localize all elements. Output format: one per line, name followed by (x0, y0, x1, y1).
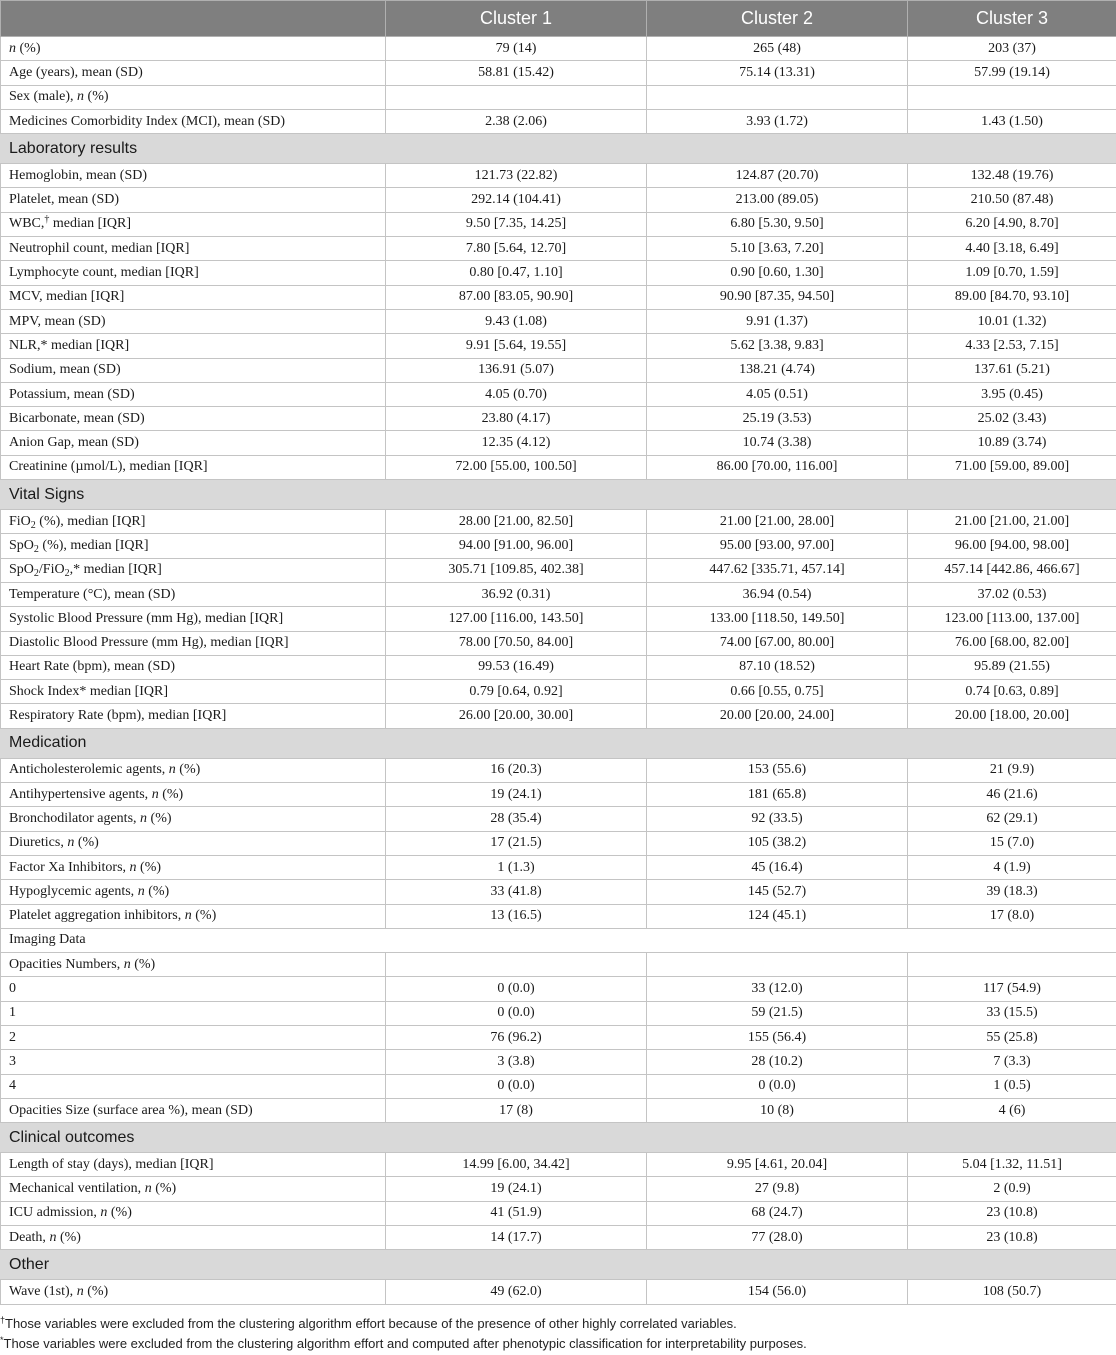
row-label: MCV, median [IQR] (1, 285, 386, 309)
table-row (1, 358, 1116, 382)
row-label: Creatinine (µmol/L), median [IQR] (1, 455, 386, 479)
cluster-2-value: 4.05 (0.51) (647, 382, 908, 406)
cluster-2-value: 0.66 [0.55, 0.75] (647, 680, 908, 704)
table-row (1, 37, 1116, 61)
row-label: FiO$_2$ (%), median [IQR] (1, 510, 386, 534)
cluster-2-value: 181 (65.8) (647, 783, 908, 807)
row-label: ICU admission, n (%) (1, 1201, 386, 1225)
cluster-2-value: 153 (55.6) (647, 758, 908, 782)
cluster-1-value: 0 (0.0) (386, 1074, 647, 1098)
cluster-1-value: 28.00 [21.00, 82.50] (386, 510, 647, 534)
cluster-2-value: 21.00 [21.00, 28.00] (647, 510, 908, 534)
table-row (1, 85, 1116, 109)
cluster-3-value: 21.00 [21.00, 21.00] (908, 510, 1116, 534)
table-row (1, 680, 1116, 704)
cluster-1-value: 17 (8) (386, 1098, 647, 1122)
cluster-1-value: 9.43 (1.08) (386, 309, 647, 333)
footnotes (0, 1314, 1116, 1354)
cluster-3-value: 95.89 (21.55) (908, 655, 1116, 679)
row-label: Potassium, mean (SD) (1, 382, 386, 406)
table-row (1, 382, 1116, 406)
row-label: Sex (male), n (%) (1, 85, 386, 109)
cluster-1-value: 0.80 [0.47, 1.10] (386, 261, 647, 285)
table-row (1, 904, 1116, 928)
row-label: Age (years), mean (SD) (1, 61, 386, 85)
cluster-3-value: 23 (10.8) (908, 1201, 1116, 1225)
cluster-3-value: 15 (7.0) (908, 831, 1116, 855)
cluster-3-value: 33 (15.5) (908, 1001, 1116, 1025)
cluster-3-value: 96.00 [94.00, 98.00] (908, 534, 1116, 558)
table-row (1, 607, 1116, 631)
cluster-1-value: 49 (62.0) (386, 1280, 647, 1304)
header-row (1, 1, 1116, 37)
row-label: n (%) (1, 37, 386, 61)
table-row (1, 1177, 1116, 1201)
section-header-row (1, 1123, 1116, 1153)
cluster-2-value: 145 (52.7) (647, 880, 908, 904)
cluster-2-value: 124 (45.1) (647, 904, 908, 928)
row-label: Respiratory Rate (bpm), median [IQR] (1, 704, 386, 728)
row-label: 0 (1, 977, 386, 1001)
cluster-3-value (908, 953, 1116, 977)
cluster-1-value: 19 (24.1) (386, 783, 647, 807)
row-label: Temperature (°C), mean (SD) (1, 582, 386, 606)
table-row (1, 455, 1116, 479)
table-row (1, 831, 1116, 855)
cluster-3-value: 57.99 (19.14) (908, 61, 1116, 85)
cluster-3-value: 55 (25.8) (908, 1025, 1116, 1049)
subsection-row (1, 928, 1116, 952)
row-label: Wave (1st), n (%) (1, 1280, 386, 1304)
cluster-1-value: 127.00 [116.00, 143.50] (386, 607, 647, 631)
table-row (1, 783, 1116, 807)
cluster-3-value: 203 (37) (908, 37, 1116, 61)
cluster-1-value: 305.71 [109.85, 402.38] (386, 558, 647, 582)
cluster-1-value: 79 (14) (386, 37, 647, 61)
table-row (1, 407, 1116, 431)
table-row (1, 582, 1116, 606)
table-body (1, 37, 1116, 1305)
table-row (1, 1098, 1116, 1122)
cluster-3-value: 76.00 [68.00, 82.00] (908, 631, 1116, 655)
row-label: Hypoglycemic agents, n (%) (1, 880, 386, 904)
table-row (1, 1280, 1116, 1304)
cluster-1-value: 13 (16.5) (386, 904, 647, 928)
cluster-3-value: 2 (0.9) (908, 1177, 1116, 1201)
row-label: Shock Index* median [IQR] (1, 680, 386, 704)
cluster-1-value: 4.05 (0.70) (386, 382, 647, 406)
cluster-1-value: 33 (41.8) (386, 880, 647, 904)
cluster-3-value: 1 (0.5) (908, 1074, 1116, 1098)
cluster-1-value: 58.81 (15.42) (386, 61, 647, 85)
table-row (1, 655, 1116, 679)
row-label: 2 (1, 1025, 386, 1049)
cluster-2-value: 9.91 (1.37) (647, 309, 908, 333)
cluster-1-value: 14.99 [6.00, 34.42] (386, 1153, 647, 1177)
table-row (1, 309, 1116, 333)
cluster-2-value: 77 (28.0) (647, 1226, 908, 1250)
table-row (1, 558, 1116, 582)
row-label: Heart Rate (bpm), mean (SD) (1, 655, 386, 679)
table-row (1, 1050, 1116, 1074)
row-label: 1 (1, 1001, 386, 1025)
cluster-3-value: 21 (9.9) (908, 758, 1116, 782)
row-label: Systolic Blood Pressure (mm Hg), median [IQR] (1, 607, 386, 631)
table-row (1, 188, 1116, 212)
row-label: Bicarbonate, mean (SD) (1, 407, 386, 431)
row-label: 4 (1, 1074, 386, 1098)
cluster-1-value: 41 (51.9) (386, 1201, 647, 1225)
cluster-2-value: 105 (38.2) (647, 831, 908, 855)
row-label: Medicines Comorbidity Index (MCI), mean (SD) (1, 109, 386, 133)
table-row (1, 212, 1116, 236)
cluster-2-value: 0.90 [0.60, 1.30] (647, 261, 908, 285)
cluster-3-value: 108 (50.7) (908, 1280, 1116, 1304)
cluster-1-value: 99.53 (16.49) (386, 655, 647, 679)
row-label: Sodium, mean (SD) (1, 358, 386, 382)
cluster-2-value: 75.14 (13.31) (647, 61, 908, 85)
cluster-3-value: 10.01 (1.32) (908, 309, 1116, 333)
cluster-3-value: 23 (10.8) (908, 1226, 1116, 1250)
cluster-1-value: 17 (21.5) (386, 831, 647, 855)
table-row (1, 334, 1116, 358)
cluster-3-value: 1.43 (1.50) (908, 109, 1116, 133)
table-row (1, 237, 1116, 261)
cluster-2-value: 138.21 (4.74) (647, 358, 908, 382)
section-header-row (1, 480, 1116, 510)
cluster-1-value: 16 (20.3) (386, 758, 647, 782)
cluster-2-value: 59 (21.5) (647, 1001, 908, 1025)
cluster-2-value: 33 (12.0) (647, 977, 908, 1001)
cluster-3-value: 5.04 [1.32, 11.51] (908, 1153, 1116, 1177)
row-label: Factor Xa Inhibitors, n (%) (1, 855, 386, 879)
cluster-3-value: 10.89 (3.74) (908, 431, 1116, 455)
row-label: Mechanical ventilation, n (%) (1, 1177, 386, 1201)
row-label: Death, n (%) (1, 1226, 386, 1250)
row-label: NLR,* median [IQR] (1, 334, 386, 358)
row-label: Opacities Size (surface area %), mean (SD) (1, 1098, 386, 1122)
row-label: Neutrophil count, median [IQR] (1, 237, 386, 261)
cluster-2-value: 25.19 (3.53) (647, 407, 908, 431)
cluster-3-value: 25.02 (3.43) (908, 407, 1116, 431)
footnote-dagger: †Those variables were excluded from the clustering algorithm effort because of the presence of other highly correlated variables. (0, 1315, 737, 1331)
cluster-1-value (386, 85, 647, 109)
cluster-1-value: 9.91 [5.64, 19.55] (386, 334, 647, 358)
cluster-1-value: 1 (1.3) (386, 855, 647, 879)
row-label: Anion Gap, mean (SD) (1, 431, 386, 455)
section-header-row (1, 134, 1116, 164)
table-row (1, 1153, 1116, 1177)
cluster-2-value: 133.00 [118.50, 149.50] (647, 607, 908, 631)
table-row (1, 704, 1116, 728)
table-row (1, 285, 1116, 309)
cluster-2-value: 124.87 (20.70) (647, 164, 908, 188)
cluster-3-value: 37.02 (0.53) (908, 582, 1116, 606)
cluster-3-value: 210.50 (87.48) (908, 188, 1116, 212)
cluster-1-value: 26.00 [20.00, 30.00] (386, 704, 647, 728)
row-label: WBC,† median [IQR] (1, 212, 386, 236)
cluster-3-value: 46 (21.6) (908, 783, 1116, 807)
cluster-1-value: 7.80 [5.64, 12.70] (386, 237, 647, 261)
section-header-row (1, 1250, 1116, 1280)
cluster-2-value: 95.00 [93.00, 97.00] (647, 534, 908, 558)
cluster-1-value: 0 (0.0) (386, 1001, 647, 1025)
row-label: Diuretics, n (%) (1, 831, 386, 855)
cluster-3-value: 117 (54.9) (908, 977, 1116, 1001)
table-row (1, 631, 1116, 655)
row-label: Anticholesterolemic agents, n (%) (1, 758, 386, 782)
cluster-3-value: 39 (18.3) (908, 880, 1116, 904)
cluster-3-value: 71.00 [59.00, 89.00] (908, 455, 1116, 479)
row-label: 3 (1, 1050, 386, 1074)
cluster-3-value: 3.95 (0.45) (908, 382, 1116, 406)
row-label: Hemoglobin, mean (SD) (1, 164, 386, 188)
row-label: SpO$_2$ (%), median [IQR] (1, 534, 386, 558)
row-label: MPV, mean (SD) (1, 309, 386, 333)
cluster-3-value: 62 (29.1) (908, 807, 1116, 831)
cluster-2-value (647, 953, 908, 977)
cluster-3-value: 89.00 [84.70, 93.10] (908, 285, 1116, 309)
cluster-1-value: 0.79 [0.64, 0.92] (386, 680, 647, 704)
cluster-2-value: 92 (33.5) (647, 807, 908, 831)
cluster-2-value: 36.94 (0.54) (647, 582, 908, 606)
cluster-2-value: 27 (9.8) (647, 1177, 908, 1201)
cluster-3-value: 137.61 (5.21) (908, 358, 1116, 382)
table-row (1, 61, 1116, 85)
section-title: Laboratory results (1, 134, 1116, 164)
row-label: Platelet, mean (SD) (1, 188, 386, 212)
row-label: Antihypertensive agents, n (%) (1, 783, 386, 807)
row-label: Length of stay (days), median [IQR] (1, 1153, 386, 1177)
table-row (1, 977, 1116, 1001)
table-row (1, 534, 1116, 558)
table-row (1, 880, 1116, 904)
header-blank-cell (1, 1, 386, 37)
table-row (1, 1226, 1116, 1250)
cluster-1-value: 12.35 (4.12) (386, 431, 647, 455)
cluster-3-value: 20.00 [18.00, 20.00] (908, 704, 1116, 728)
table-row (1, 164, 1116, 188)
section-header-row (1, 728, 1116, 758)
cluster-3-value: 7 (3.3) (908, 1050, 1116, 1074)
header-cluster-3: Cluster 3 (908, 1, 1116, 37)
cluster-3-value: 4 (1.9) (908, 855, 1116, 879)
header-cluster-1: Cluster 1 (386, 1, 647, 37)
cluster-1-value: 3 (3.8) (386, 1050, 647, 1074)
cluster-1-value: 87.00 [83.05, 90.90] (386, 285, 647, 309)
row-label: Lymphocyte count, median [IQR] (1, 261, 386, 285)
cluster-3-value: 1.09 [0.70, 1.59] (908, 261, 1116, 285)
cluster-2-value: 154 (56.0) (647, 1280, 908, 1304)
cluster-1-value: 94.00 [91.00, 96.00] (386, 534, 647, 558)
table-row (1, 758, 1116, 782)
section-title: Vital Signs (1, 480, 1116, 510)
table-row (1, 807, 1116, 831)
cluster-2-value: 74.00 [67.00, 80.00] (647, 631, 908, 655)
cluster-1-value: 23.80 (4.17) (386, 407, 647, 431)
row-label: Bronchodilator agents, n (%) (1, 807, 386, 831)
row-label: Diastolic Blood Pressure (mm Hg), median [IQR] (1, 631, 386, 655)
cluster-1-value: 78.00 [70.50, 84.00] (386, 631, 647, 655)
table-row (1, 510, 1116, 534)
table-row (1, 109, 1116, 133)
cluster-2-value: 213.00 (89.05) (647, 188, 908, 212)
table-row (1, 1201, 1116, 1225)
cluster-2-value: 447.62 [335.71, 457.14] (647, 558, 908, 582)
cluster-2-value: 90.90 [87.35, 94.50] (647, 285, 908, 309)
cluster-3-value: 4 (6) (908, 1098, 1116, 1122)
cluster-3-value: 123.00 [113.00, 137.00] (908, 607, 1116, 631)
cluster-3-value: 6.20 [4.90, 8.70] (908, 212, 1116, 236)
cluster-1-value: 72.00 [55.00, 100.50] (386, 455, 647, 479)
cluster-1-value: 121.73 (22.82) (386, 164, 647, 188)
cluster-2-value: 86.00 [70.00, 116.00] (647, 455, 908, 479)
subsection-title: Imaging Data (1, 928, 1116, 952)
cluster-3-value: 4.40 [3.18, 6.49] (908, 237, 1116, 261)
table-row (1, 1001, 1116, 1025)
cluster-2-value: 0 (0.0) (647, 1074, 908, 1098)
cluster-3-value: 0.74 [0.63, 0.89] (908, 680, 1116, 704)
section-title: Clinical outcomes (1, 1123, 1116, 1153)
row-label: SpO$_2$/FiO$_2$,* median [IQR] (1, 558, 386, 582)
cluster-2-value: 87.10 (18.52) (647, 655, 908, 679)
cluster-1-value: 292.14 (104.41) (386, 188, 647, 212)
table-row (1, 1074, 1116, 1098)
cluster-3-value: 457.14 [442.86, 466.67] (908, 558, 1116, 582)
cluster-1-value: 0 (0.0) (386, 977, 647, 1001)
cluster-3-value (908, 85, 1116, 109)
table-header (1, 1, 1116, 37)
cluster-2-value: 10.74 (3.38) (647, 431, 908, 455)
cluster-2-value: 265 (48) (647, 37, 908, 61)
cluster-3-value: 132.48 (19.76) (908, 164, 1116, 188)
cluster-1-value: 14 (17.7) (386, 1226, 647, 1250)
table-row (1, 855, 1116, 879)
cluster-1-value (386, 953, 647, 977)
row-label: Opacities Numbers, n (%) (1, 953, 386, 977)
cluster-2-value: 68 (24.7) (647, 1201, 908, 1225)
cluster-1-value: 19 (24.1) (386, 1177, 647, 1201)
cluster-2-value: 45 (16.4) (647, 855, 908, 879)
cluster-3-value: 4.33 [2.53, 7.15] (908, 334, 1116, 358)
footnote-asterisk: *Those variables were excluded from the clustering algorithm effort and computed after phenotypic classification for interpretability purposes. (0, 1335, 807, 1351)
cluster-1-value: 136.91 (5.07) (386, 358, 647, 382)
header-cluster-2: Cluster 2 (647, 1, 908, 37)
cluster-2-value: 5.62 [3.38, 9.83] (647, 334, 908, 358)
cluster-2-value: 6.80 [5.30, 9.50] (647, 212, 908, 236)
cluster-1-value: 36.92 (0.31) (386, 582, 647, 606)
cluster-1-value: 28 (35.4) (386, 807, 647, 831)
cluster-2-value (647, 85, 908, 109)
cluster-2-value: 5.10 [3.63, 7.20] (647, 237, 908, 261)
cluster-2-value: 9.95 [4.61, 20.04] (647, 1153, 908, 1177)
cluster-1-value: 2.38 (2.06) (386, 109, 647, 133)
section-title: Other (1, 1250, 1116, 1280)
table-row (1, 953, 1116, 977)
table-row (1, 261, 1116, 285)
row-label: Platelet aggregation inhibitors, n (%) (1, 904, 386, 928)
cluster-2-value: 3.93 (1.72) (647, 109, 908, 133)
cluster-2-value: 155 (56.4) (647, 1025, 908, 1049)
cluster-1-value: 76 (96.2) (386, 1025, 647, 1049)
cluster-2-value: 20.00 [20.00, 24.00] (647, 704, 908, 728)
cluster-1-value: 9.50 [7.35, 14.25] (386, 212, 647, 236)
cluster-2-value: 10 (8) (647, 1098, 908, 1122)
table-row (1, 1025, 1116, 1049)
cluster-3-value: 17 (8.0) (908, 904, 1116, 928)
section-title: Medication (1, 728, 1116, 758)
table-row (1, 431, 1116, 455)
cluster-2-value: 28 (10.2) (647, 1050, 908, 1074)
